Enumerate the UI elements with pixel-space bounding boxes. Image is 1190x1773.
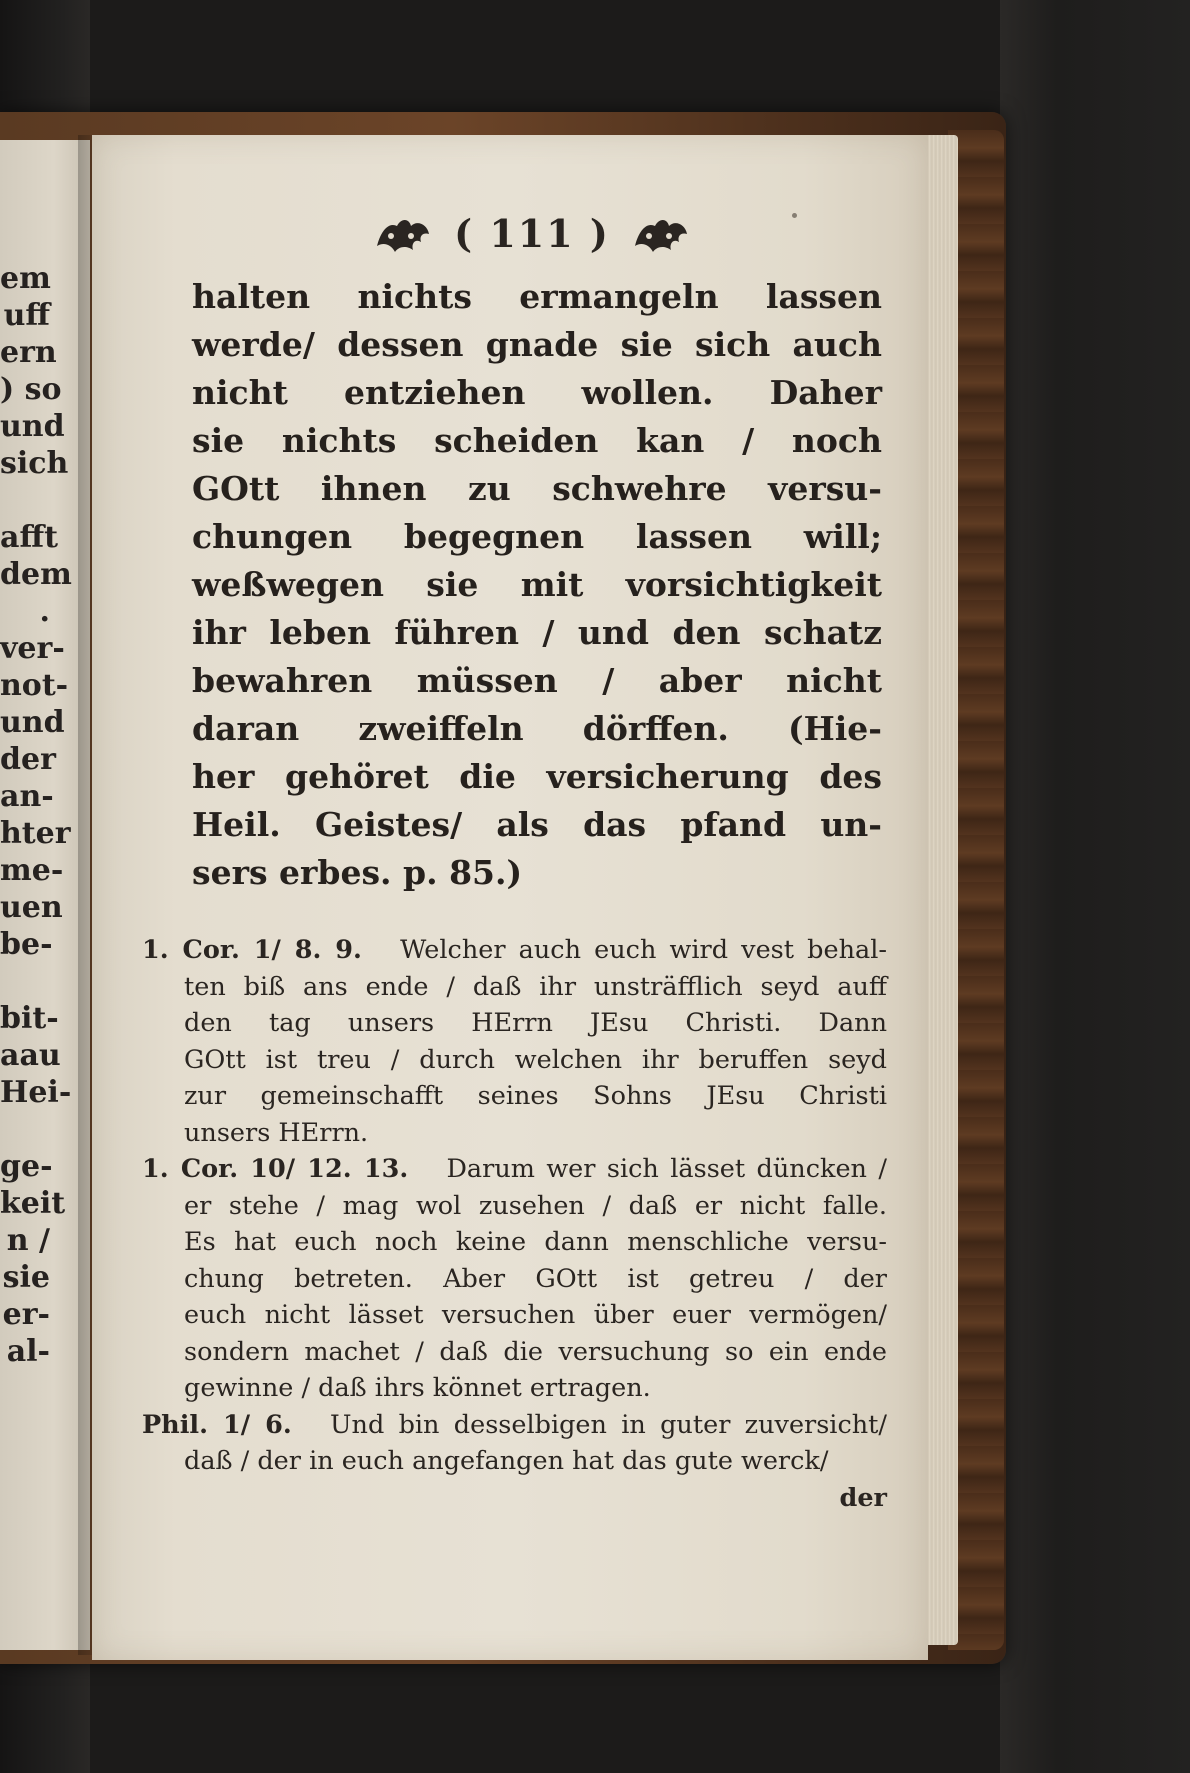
scripture-reference [142, 1151, 887, 1407]
reference-line: ten biß ans ende / daß ihr unsträfflich seyd auff [184, 971, 887, 1002]
reference-text: Welcher auch euch wird vest behal- [400, 935, 887, 965]
left-page-fragment: ern [0, 335, 57, 370]
main-text-block [192, 273, 882, 897]
main-text-line: chungen begegnen lassen will; [192, 517, 882, 556]
left-page-fragment: ver- [0, 631, 65, 666]
right-page [92, 135, 928, 1660]
reference-line: Es hat euch noch keine dann menschliche versu- [184, 1227, 887, 1257]
printer-ornament-left-icon [371, 212, 435, 256]
reference-text: Darum wer sich lässet düncken / [446, 1154, 887, 1184]
left-page-fragment: Hei- [0, 1075, 72, 1110]
main-text-line: bewahren müssen / aber nicht [192, 661, 882, 700]
reference-citation: 1. Cor. 10/ 12. 13. [142, 1154, 409, 1184]
reference-line [142, 932, 887, 969]
reference-line [142, 1407, 887, 1444]
main-text-line: her gehöret die versicherung des [192, 757, 882, 796]
left-page-fragment: und [0, 705, 65, 740]
reference-line: unsers HErrn. [184, 1117, 369, 1148]
reference-line: zur gemeinschafft seines Sohns JEsu Christi [184, 1081, 887, 1111]
paper-speck [792, 213, 797, 218]
reference-line [142, 1151, 887, 1188]
left-page-fragment: n / [6, 1223, 50, 1258]
main-text-line: halten nichts ermangeln lassen [192, 277, 882, 316]
reference-citation: Phil. 1/ 6. [142, 1409, 292, 1440]
main-text-line: werde/ dessen gnade sie sich auch [192, 325, 882, 364]
left-page-fragment: ge- [0, 1149, 53, 1184]
left-page-fragment: er- [2, 1297, 50, 1332]
left-page-fragment [0, 963, 90, 1000]
main-text-line: GOtt ihnen zu schwehre versu- [192, 469, 882, 508]
main-text-line: sie nichts scheiden kan / noch [192, 421, 882, 460]
left-page-fragment [0, 482, 90, 519]
left-page-fragment: be- [0, 927, 53, 962]
left-page-fragment: hter [0, 816, 71, 851]
main-text-line: weßwegen sie mit vorsichtigkeit [192, 565, 882, 604]
catchword: der [839, 1482, 887, 1513]
reference-line: sondern machet / daß die versuchung so ein ende [184, 1336, 887, 1367]
left-page-fragment: not- [0, 668, 69, 703]
reference-line: daß / der in euch angefangen hat das gute werck/ [184, 1446, 829, 1476]
reference-text: Und bin desselbigen in guter zuversicht/ [330, 1409, 888, 1440]
left-page-fragment: und [0, 409, 65, 444]
scripture-references [142, 932, 887, 1516]
reference-line: er stehe / mag wol zusehen / daß er nicht falle. [184, 1190, 887, 1221]
left-page-fragment: bit- [0, 1001, 59, 1036]
left-page-fragment: sich [0, 446, 69, 481]
left-page-fragment: ) so [0, 372, 62, 407]
left-page-fragment: sie [2, 1260, 50, 1295]
left-page-fragment: uen [0, 890, 63, 925]
page-header [322, 211, 742, 267]
left-page-fragment: . [39, 594, 50, 629]
reference-citation: 1. Cor. 1/ 8. 9. [142, 935, 362, 965]
left-page-fragment: em [0, 261, 51, 296]
left-page-fragments [0, 260, 90, 1370]
page-number: ( 111 ) [454, 211, 610, 256]
left-page-fragment: an- [0, 779, 54, 814]
left-page-fragment: keit [0, 1186, 66, 1221]
left-page-fragment: me- [0, 853, 64, 888]
main-text-line: sers erbes. p. 85.) [192, 853, 523, 892]
reference-line: den tag unsers HErrn JEsu Christi. Dann [184, 1008, 887, 1038]
reference-line: euch nicht lässet versuchen über euer vermögen/ [184, 1300, 887, 1330]
main-text-line: nicht entziehen wollen. Daher [192, 373, 882, 412]
reference-line: GOtt ist treu / durch welchen ihr beruffen seyd [184, 1044, 887, 1075]
main-text-line: ihr leben führen / und den schatz [192, 613, 882, 652]
main-text-line: daran zweiffeln dörffen. (Hie- [192, 709, 882, 748]
main-text-line: Heil. Geistes/ als das pfand un- [192, 805, 882, 844]
left-page-fragment: uff [3, 298, 50, 333]
backdrop-right [1000, 0, 1190, 1773]
scripture-reference [142, 1407, 887, 1480]
left-page-fragment: dem [0, 557, 72, 592]
printer-ornament-right-icon [629, 212, 693, 256]
left-page-fragment: aau [0, 1038, 61, 1073]
left-page-fragment: der [0, 742, 56, 777]
left-page-fragment [0, 1111, 90, 1148]
left-page-fragment: al- [6, 1334, 50, 1369]
left-page-fragment: afft [0, 520, 58, 555]
reference-line: chung betreten. Aber GOtt ist getreu / der [184, 1263, 887, 1294]
scripture-reference [142, 932, 887, 1151]
reference-line: gewinne / daß ihrs könnet ertragen. [184, 1373, 651, 1403]
left-page [0, 140, 90, 1650]
